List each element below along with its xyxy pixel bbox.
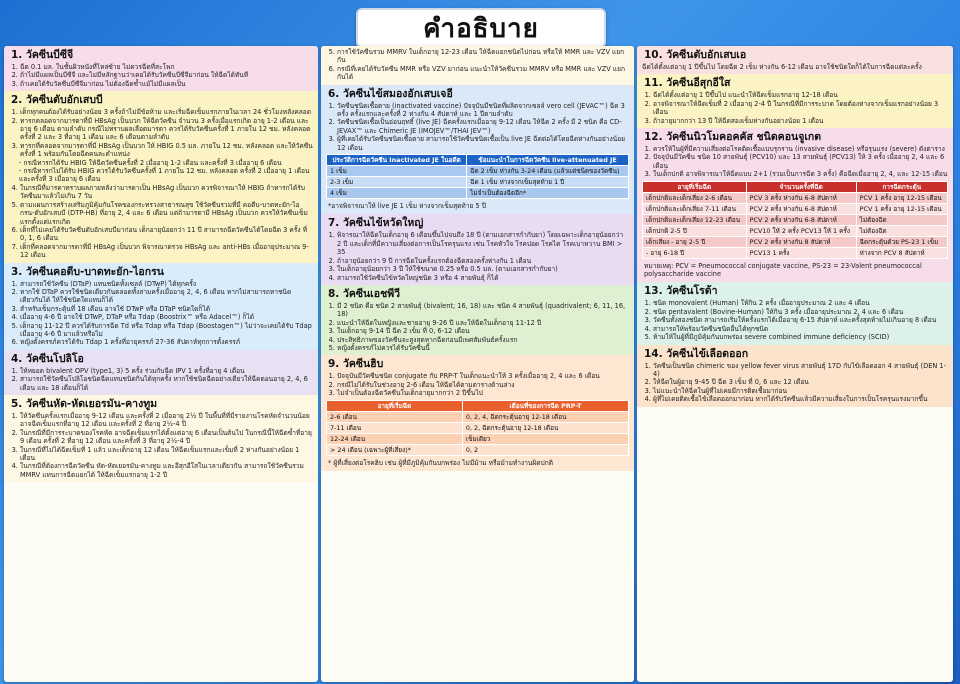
column-right	[637, 46, 953, 682]
list-item: 3. ในเด็กปกติ อาจพิจารณาให้ฉีดแบบ 2+1 (รวมเป็นการฉีด 3 ครั้ง) คือฉีดเมื่ออายุ 2, 4, และ 12-15 เดือน	[653, 170, 948, 178]
section-dengue	[637, 345, 953, 407]
list-item: 1. วัคซีนชนิดเชื้อตาย (inactivated vaccine) ปัจจุบันมีชนิดที่ผลิตจากเซลล์ vero cell (JEVAC™) ฉีด 3 ครั้ง ครั้งแรกและครั้งที่ 2 ห่างกัน 4 สัปดาห์ และ 1 ปีตามลำดับ	[337, 102, 629, 119]
list-item: 2. ปัจจุบันมีวัคซีน ชนิด 10 สายพันธุ์ (PCV10) และ 13 สายพันธุ์ (PCV13) ให้ 3 ครั้ง เมื่ออายุ 2, 4 และ 6 เดือน	[653, 153, 948, 170]
sub-item: - กรณีทารกได้รับ HBIG ให้ฉีดวัคซีนครั้งที่ 2 เมื่ออายุ 1-2 เดือน และครั้งที่ 3 เมื่ออายุ 6 เดือน	[19, 159, 313, 167]
table-note: * ผู้ที่เสี่ยงต่อโรคฮิบ เช่น ผู้ที่มีภูมิคุ้มกันบกพร่อง ไม่มีม้าม หรือม้ามทำงานผิดปกติ	[328, 458, 554, 467]
sub-item: - กรณีทารกไม่ได้รับ HBIG ควรได้รับวัคซีนครั้งที่ 1 ภายใน 12 ชม. หลังคลอด ครั้งที่ 2 เมื่ออายุ 1 เดือน และครั้งที่ 3 เมื่ออายุ 6 เดือน	[19, 167, 313, 184]
table-header: อายุที่เริ่มฉีด	[643, 181, 747, 192]
table-row	[327, 166, 629, 177]
list-item: 6. กรณีที่เคยได้รับวัคซีน MMR หรือ VZV มาก่อน แนะนำให้วัคซีนรวม MMRV หรือ MMR และ VZV แยกกันได้	[337, 65, 629, 82]
section-influenza	[321, 214, 634, 284]
list-item: 7. เด็กที่คลอดจากมารดาที่มี HBsAg เป็นบวก พิจารณาตรวจ HBsAg และ anti-HBs เมื่ออายุประมาณ 9-12 เดือน	[20, 243, 313, 260]
table-row	[327, 411, 629, 422]
table-cell: 2-6 เดือน	[327, 411, 463, 422]
list-item: 1. มี 2 ชนิด คือ ชนิด 2 สายพันธุ์ (bivalent; 16, 18) และ ชนิด 4 สายพันธุ์ (quadrivalent; 6, 11, 16, 18)	[337, 302, 629, 319]
page-title: คำอธิบาย	[423, 13, 539, 44]
section-pneumococcal	[637, 128, 953, 282]
list-item: 2. อาจพิจารณาให้ฉีดเข็มที่ 2 เมื่ออายุ 2-4 ปี ในกรณีที่มีการระบาด โดยต้องห่างจากเข็มแรกอย่างน้อย 3 เดือน	[653, 100, 948, 117]
list-item: 3. ในกรณีที่ไม่ได้ฉีดเข็มที่ 1 แล้ว และเด็กอายุ 12 เดือน ให้ฉีดเข็มแรกและเข็มที่ 2 ห่างกันอย่างน้อย 1 เดือน	[20, 446, 313, 463]
table-cell: PCV10 ให้ 2 ครั้ง PCV13 ให้ 1 ครั้ง	[746, 225, 856, 236]
list-item: 3. ในเด็กอายุ 9-14 ปี ฉีด 2 เข็ม ที่ 0, 6-12 เดือน	[337, 327, 629, 335]
section-hepatitis-b	[4, 91, 318, 262]
section-heading: 10. วัคซีนตับอักเสบเอ	[644, 49, 747, 61]
list-item: 1. พิจารณาให้ฉีดในเด็กอายุ 6 เดือนขึ้นไปจนถึง 18 ปี (ตามเอกสารกำกับยา) โดยเฉพาะเด็กอายุน้อยกว่า 2 ปี และเด็กที่มีความเสี่ยงต่อการเป็นโรครุนแรง เช่น โรคหัวใจ โรคปอด โรคไต โรคเบาหวาน BMI > 35	[337, 231, 629, 256]
section-hepatitis-a	[637, 46, 953, 74]
table-header: ข้อแนะนำในการฉีดวัคซีน live-attenuated JE	[467, 155, 629, 166]
section-text: ฉีดได้ตั้งแต่อายุ 1 ปีขึ้นไป โดยฉีด 2 เข็ม ห่างกัน 6-12 เดือน อาจใช้ชนิดใดก็ได้ในการฉีดแต่ละครั้ง	[642, 63, 922, 71]
list-item: 2. ถ้าอายุน้อยกว่า 9 ปี การฉีดในครั้งแรกต้องฉีดสองครั้งห่างกัน 1 เดือน	[337, 257, 629, 265]
section-rotavirus	[637, 282, 953, 344]
list-item: 2. ถ้าไม่มีแผลเป็นบีซีจี และไม่มีหลักฐานว่าเคยได้รับวัคซีนบีซีจีมาก่อน ให้ฉีดได้ทันที	[20, 71, 313, 79]
section-hib	[321, 355, 634, 471]
section-heading: 1. วัคซีนบีซีจี	[11, 49, 74, 61]
table-cell: PCV 2 ครั้ง ห่างกัน 8 สัปดาห์	[746, 236, 856, 247]
list-item: 6. เด็กที่ไม่เคยได้รับวัคซีนตับอักเสบบีมาก่อน เด็กอายุน้อยกว่า 11 ปี สามารถฉีดวัคซีนได้โดยฉีด 3 ครั้ง ที่ 0, 1, 6 เดือน	[20, 226, 313, 243]
section-bcg	[4, 46, 318, 91]
table-cell: เด็กปกติและเด็กเสี่ยง 12-23 เดือน	[643, 214, 747, 225]
table-cell: เด็กปกติ 2-5 ปี	[643, 225, 747, 236]
table-cell: PCV 1 ครั้ง อายุ 12-15 เดือน	[856, 192, 947, 203]
list-item: 5. ตามแผนการสร้างเสริมภูมิคุ้มกันโรคของกระทรวงสาธารณสุข ใช้วัคซีนรวมที่มี คอตีบ-บาดทะยัก-ไอกรน-ตับอักเสบบี (DTP-HB) ที่อายุ 2, 4 และ 6 เดือน แต่ถ้ามารดามี HBsAg เป็นบวก ควรให้วัคซีนเข็มแรกตั้งแต่แรกเกิด	[20, 201, 313, 226]
table-cell: 0, 2, 4, ฉีดกระตุ้นอายุ 12-18 เดือน	[462, 411, 628, 422]
table-cell: 4 เข็ม	[327, 188, 467, 199]
table-cell: เด็กปกติและเด็กเสี่ยง 2-6 เดือน	[643, 192, 747, 203]
table-cell: เข็มเดียว	[462, 433, 628, 444]
table-note: หมายเหตุ: PCV = Pneumococcal conjugate vaccine, PS-23 = 23-Valent pneumococcal polysaccharide vaccine	[644, 261, 922, 279]
list-item: 4. สามารถใช้วัคซีนไข้หวัดใหญ่ชนิด 3 หรือ 4 สายพันธุ์ ก็ได้	[337, 274, 629, 282]
table-row	[643, 236, 948, 247]
section-heading: 13. วัคซีนโรต้า	[644, 285, 718, 298]
section-heading: 12. วัคซีนนิวโมคอคคัส ชนิดคอนจูเกต	[644, 131, 822, 144]
table-cell: 0, 2, ฉีดกระตุ้นอายุ 12-18 เดือน	[462, 422, 628, 433]
list-item: 5. การใช้วัคซีนรวม MMRV ในเด็กอายุ 12-23 เดือน ให้ฉีดแยกชนิดไปก่อน หรือให้ MMR และ VZV แยกกัน	[337, 48, 629, 65]
list-item: 1. วัคซีนเป็นชนิด chimeric ของ yellow fever virus สายพันธุ์ 17D กับไข้เลือดออก 4 สายพันธุ์ (DEN 1-4)	[653, 362, 948, 379]
list-item: 1. ให้วัคซีนครั้งแรกเมื่ออายุ 9-12 เดือน และครั้งที่ 2 เมื่ออายุ 2½ ปี ในพื้นที่ที่มีรายงานโรคหัดจำนวนน้อย อาจฉีดเข็มแรกที่อายุ 12 เดือน และครั้งที่ 2 ที่อายุ 2½-4 ปี	[20, 412, 313, 429]
table-cell: 0, 2	[462, 444, 628, 455]
list-item: 1. เด็กทุกคนต้องได้รับอย่างน้อย 3 ครั้งถ้าไม่มีข้อห้าม และเริ่มฉีดเข็มแรกภายในเวลา 24 ชั่วโมงหลังคลอด	[20, 108, 313, 116]
table-cell: ฉีดกระตุ้นด้วย PS-23 1 เข็ม	[856, 236, 947, 247]
table-cell: ไม่ต้องฉีด	[856, 214, 947, 225]
section-hpv	[321, 285, 634, 355]
list-item: 4. สามารถให้พร้อมวัคซีนชนิดอื่นได้ทุกชนิด	[653, 325, 948, 333]
section-heading: 8. วัคซีนเอชพีวี	[328, 287, 401, 300]
table-cell: เด็กเสี่ยง - อายุ 2-5 ปี	[643, 236, 747, 247]
table-cell: ห่างจาก PCV 8 สัปดาห์	[856, 247, 947, 258]
table-row	[327, 188, 629, 199]
list-item: 5. เด็กอายุ 11-12 ปี ควรได้รับการฉีด Td หรือ Tdap หรือ Tdap (Boostagen™) ไม่ว่าจะเคยได้รับ Tdap เมื่ออายุ 4-6 ปี มาแล้วหรือไม่	[20, 322, 313, 339]
section-japanese-encephalitis	[321, 85, 634, 215]
section-heading: 6. วัคซีนไข้สมองอักเสบเจอี	[328, 87, 453, 100]
table-cell: 7-11 เดือน	[327, 422, 463, 433]
list-item: 1. ปัจจุบันมีวัคซีนชนิด conjugate กับ PRP-T ในเด็กแนะนำให้ 3 ครั้งเมื่ออายุ 2, 4 และ 6 เดือน	[337, 372, 629, 380]
section-dtp	[4, 263, 318, 350]
list-item: 2. หากใช้ DTaP ควรใช้ชนิดเดียวกันตลอดทั้งสามครั้งเมื่ออายุ 2, 4, 6 เดือน หากไม่สามารถหาชนิดเดียวกันได้ ให้ใช้ชนิดใดแทนก็ได้	[20, 288, 313, 305]
table-cell: ไม่ต้องฉีด	[856, 225, 947, 236]
list-item: 4. ในกรณีที่มารดาทราบผลภายหลังว่ามารดาเป็น HBsAg เป็นบวก ควรพิจารณาให้ HBIG ถ้าทารกได้รับวัคซีนมาแล้วไม่เกิน 7 วัน	[20, 184, 313, 201]
column-middle	[321, 46, 634, 682]
section-heading: 14. วัคซีนไข้เลือดออก	[644, 347, 749, 360]
table-row	[327, 177, 629, 188]
list-item: 1. ชนิด monovalent (Human) ให้กิน 2 ครั้ง เมื่ออายุประมาณ 2 และ 4 เดือน	[653, 299, 948, 307]
section-varicella	[637, 74, 953, 128]
list-item: 1. ควรให้ในผู้ที่มีความเสี่ยงต่อโรคติดเชื้อแบบรุกราน (invasive disease) หรือรุนแรง (severe) ดังตาราง	[653, 145, 948, 153]
list-item: 2. ชนิด pentavalent (Bovine-Human) ให้กิน 3 ครั้ง เมื่ออายุประมาณ 2, 4 และ 6 เดือน	[653, 308, 948, 316]
table-cell: > 24 เดือน (เฉพาะผู้ที่เสี่ยง)*	[327, 444, 463, 455]
table-cell: PCV 3 ครั้ง ห่างกัน 6-8 สัปดาห์	[746, 192, 856, 203]
list-item: 3. ไม่แนะนำให้ฉีดในผู้ที่ไม่เคยมีการติดเชื้อมาก่อน	[653, 387, 948, 395]
list-item: 2. แนะนำให้ฉีดในหญิงและชายอายุ 9-26 ปี และให้ฉีดในเด็กอายุ 11-12 ปี	[337, 319, 629, 327]
table-header: เดือนที่ของการฉีด PRP-T	[462, 400, 628, 411]
list-item: 3. ในเด็กอายุน้อยกว่า 3 ปี ให้ใช้ขนาด 0.25 หรือ 0.5 มล. (ตามเอกสารกำกับยา)	[337, 265, 629, 273]
list-item: 3. วัคซีนทั้งสองชนิด สามารถเริ่มให้ครั้งแรกได้เมื่ออายุ 6-15 สัปดาห์ และครั้งสุดท้ายไม่เกินอายุ 8 เดือน	[653, 316, 948, 324]
title-plate	[356, 8, 606, 48]
table-row	[643, 214, 948, 225]
list-item: 2. กรณีไม่ได้รับในช่วงอายุ 2-6 เดือน ให้ฉีดได้ตามตารางด้านล่าง	[337, 381, 629, 389]
section-heading: 4. วัคซีนโปลิโอ	[11, 352, 84, 365]
table-row	[327, 422, 629, 433]
column-left	[4, 46, 318, 682]
table-header: ประวัติการฉีดวัคซีน Inactivated JE ในอดีต	[327, 155, 467, 166]
list-item: 5. ห้ามให้ในผู้ที่มีภูมิคุ้มกันบกพร่อง severe combined immune deficiency (SCID)	[653, 333, 948, 341]
list-item: 1. ให้หยอด bivalent OPV (type1, 3) 5 ครั้ง ร่วมกับฉีด IPV 1 ครั้งที่อายุ 4 เดือน	[20, 367, 313, 375]
je-table	[326, 154, 629, 199]
table-cell: ฉีด 1 เข็ม ห่างจากเข็มสุดท้าย 1 ปี	[467, 177, 629, 188]
list-item: 2. วัคซีนชนิดเชื้อเป็นอ่อนฤทธิ์ (live JE) ฉีดครั้งแรกเมื่ออายุ 9-12 เดือน ให้ฉีด 2 ครั้ง มี 2 ชนิด คือ CD-JEVAX™ และ Chimeric JE (IMOJEV™/THAI JEV™)	[337, 118, 629, 135]
list-item: 3. ไม่จำเป็นต้องฉีดวัคซีนในเด็กอายุมากกว่า 2 ปีขึ้นไป	[337, 389, 629, 397]
table-header: อายุที่เริ่มฉีด	[327, 400, 463, 411]
table-cell: - อายุ 6-18 ปี	[643, 247, 747, 258]
table-note: *อาจพิจารณาให้ live JE 1 เข็ม ห่างจากเข็มสุดท้าย 5 ปี	[328, 202, 486, 211]
table-row	[327, 433, 629, 444]
list-item: 4. ผู้ที่ไม่เคยติดเชื้อไข้เลือดออกมาก่อน หากได้รับวัคซีนแล้วมีความเสี่ยงในการเป็นโรครุนแรงมากขึ้น	[653, 395, 948, 403]
list-item: 2. ในกรณีที่มีการระบาดของโรคหัด อาจฉีดเข็มแรกได้ตั้งแต่อายุ 6 เดือนเป็นต้นไป ในกรณีนี้ให้ฉีดซ้ำที่อายุ 9 เดือน ครั้งที่ 2 ที่อายุ 12 เดือน และครั้งที่ 3 ที่อายุ 2½-4 ปี	[20, 429, 313, 446]
table-cell: PCV 2 ครั้ง ห่างกัน 6-8 สัปดาห์	[746, 203, 856, 214]
section-heading: 7. วัคซีนไข้หวัดใหญ่	[328, 217, 424, 230]
list-item: 1. ฉีด 0.1 มล. ในชั้นผิวหนังที่ไหล่ซ้าย ไม่ควรฉีดที่สะโพก	[20, 63, 313, 71]
list-item: 5. หญิงตั้งครรภ์ไม่ควรได้รับวัคซีนนี้	[337, 344, 629, 352]
section-heading: 5. วัคซีนหัด-หัดเยอรมัน-คางทูม	[11, 398, 158, 410]
list-item: 4. ในกรณีที่ต้องการฉีดวัคซีน หัด-หัดเยอรมัน-คางทูม และอีสุกอีใสในเวลาเดียวกัน สามารถใช้วัคซีนรวม MMRV แทนการฉีดแยกได้ ให้ฉีดเข็มแรกอายุ 1-2 ปี	[20, 462, 313, 479]
list-item: 2. ทารกคลอดจากมารดาที่มี HBsAg เป็นบวก ให้ฉีดวัคซีน จำนวน 3 ครั้งเมื่อแรกเกิด อายุ 1-2 เดือน และอายุ 6 เดือน ตามลำดับ กรณีไม่ทราบผลเลือดมารดา ควรได้รับวัคซีนครั้งที่ 1 ภายใน 12 ชม. หลังคลอด ครั้งที่ 2 และ 3 ที่อายุ 1 เดือน และ 6 เดือนตามลำดับ	[20, 117, 313, 142]
section-heading: 9. วัคซีนฮิบ	[328, 358, 384, 371]
table-header: จำนวนครั้งที่ฉีด	[746, 181, 856, 192]
list-item: 4. เมื่ออายุ 4-6 ปี อาจใช้ DTwP, DTaP หรือ Tdap (Boostrix™ หรือ Adacel™) ก็ได้	[20, 313, 313, 321]
table-cell: PCV13 1 ครั้ง	[746, 247, 856, 258]
table-cell: 1 เข็ม	[327, 166, 467, 177]
hib-table	[326, 400, 629, 456]
list-item: 4. ประสิทธิภาพของวัคซีนจะสูงสุดหากฉีดก่อนมีเพศสัมพันธ์ครั้งแรก	[337, 336, 629, 344]
section-heading: 2. วัคซีนตับอักเสบบี	[11, 94, 103, 107]
table-cell: 2-3 เข็ม	[327, 177, 467, 188]
section-mmr	[4, 395, 318, 482]
list-item: 3. ถ้าเคยได้รับวัคซีนบีซีจีมาก่อน ไม่ต้องฉีดซ้ำแม้ไม่มีแผลเป็น	[20, 80, 313, 88]
list-item: 2. ให้ฉีดในผู้อายุ 9-45 ปี ฉีด 3 เข็ม ที่ 0, 6 และ 12 เดือน	[653, 378, 948, 386]
table-cell: PCV 2 ครั้ง ห่างกัน 6-8 สัปดาห์	[746, 214, 856, 225]
section-polio	[4, 350, 318, 395]
table-row	[327, 444, 629, 455]
pcv-table	[642, 181, 948, 259]
list-item: 3. ผู้ที่เคยได้รับวัคซีนชนิดเชื้อตาย สามารถใช้วัคซีนชนิดเชื้อเป็น live JE ฉีดต่อได้โดยฉีดห่างกันอย่างน้อย 12 เดือน	[337, 135, 629, 152]
list-item: 3. สำหรับเข็มกระตุ้นที่ 18 เดือน อาจใช้ DTwP หรือ DTaP ชนิดใดก็ได้	[20, 305, 313, 313]
section-mmr-continued	[321, 46, 634, 85]
table-cell: PCV 1 ครั้ง อายุ 12-15 เดือน	[856, 203, 947, 214]
table-cell: เด็กปกติและเด็กเสี่ยง 7-11 เดือน	[643, 203, 747, 214]
table-header: การฉีดกระตุ้น	[856, 181, 947, 192]
list-item: 6. หญิงตั้งครรภ์ควรได้รับ Tdap 1 ครั้งที่อายุครรภ์ 27-36 สัปดาห์ทุกการตั้งครรภ์	[20, 338, 313, 346]
list-item: 1. ฉีดได้ตั้งแต่อายุ 1 ปีขึ้นไป แนะนำให้ฉีดเข็มแรกอายุ 12-18 เดือน	[653, 91, 948, 99]
table-cell: ไม่จำเป็นต้องฉีดอีก*	[467, 188, 629, 199]
table-row	[643, 225, 948, 236]
list-item: 3. ถ้าอายุมากกว่า 13 ปี ให้ฉีดสองเข็มห่างกันอย่างน้อย 1 เดือน	[653, 117, 948, 125]
list-item: 1. สามารถใช้วัคซีน (DTaP) แทนชนิดทั้งเซลล์ (DTwP) ได้ทุกครั้ง	[20, 280, 313, 288]
table-row	[643, 203, 948, 214]
list-item: 2. สามารถใช้วัคซีนโปลิโอชนิดฉีดแทนชนิดกินได้ทุกครั้ง หากใช้ชนิดฉีดอย่างเดียวให้ฉีดตอนอายุ 2, 4, 6 เดือน และ 18 เดือนก็ได้	[20, 375, 313, 392]
table-cell: 12-24 เดือน	[327, 433, 463, 444]
section-heading: 11. วัคซีนอีสุกอีใส	[644, 77, 731, 90]
table-cell: ฉีด 2 เข็ม ห่างกัน 3-24 เดือน (แล้วแต่ชนิดของวัคซีน)	[467, 166, 629, 177]
table-row	[643, 247, 948, 258]
table-row	[643, 192, 948, 203]
section-heading: 3. วัคซีนคอตีบ-บาดทะยัก-ไอกรน	[11, 265, 164, 278]
list-item: 3. ทารกที่คลอดจากมารดาที่มี HBsAg เป็นบวก ให้ HBIG 0.5 มล. ภายใน 12 ชม. หลังคลอด และให้วัคซีนครั้งที่ 1 พร้อมกันโดยฉีดคนละตำแหน่ง	[20, 142, 313, 159]
